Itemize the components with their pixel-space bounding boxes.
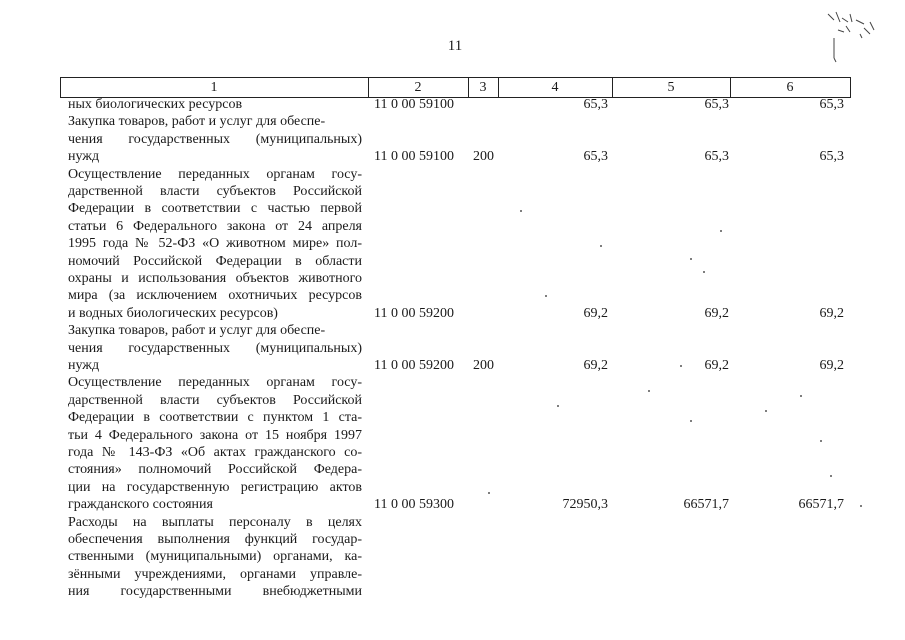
description-line: ния государственными внебюджетными xyxy=(68,584,362,600)
column-number-3: 3 xyxy=(479,80,487,95)
description-line: номочий Российской Федерации в области xyxy=(68,253,362,269)
description-line: Закупка товаров, работ и услуг для обеспе- xyxy=(68,114,326,130)
budget-code: 11 0 00 59100 xyxy=(374,97,454,112)
description-line: чения государственных (муниципальных) xyxy=(68,340,362,356)
column-number-5: 5 xyxy=(667,80,675,95)
budget-code: 11 0 00 59200 xyxy=(374,358,454,373)
budget-code: 11 0 00 59100 xyxy=(374,149,454,165)
amount-col-5: 69,2 xyxy=(704,305,729,321)
scan-speck xyxy=(648,390,650,392)
description-line: Осуществление переданных органам госу- xyxy=(68,375,362,391)
description-line: 1995 года № 52-ФЗ «О животном мире» пол- xyxy=(68,236,362,252)
expense-type: 200 xyxy=(473,358,494,373)
description-line: статьи 6 Федерального закона от 24 апреля xyxy=(68,218,362,234)
scan-speck xyxy=(557,405,559,407)
description-line: тьи 4 Федерального закона от 15 ноября 1997 xyxy=(68,427,362,443)
row-description xyxy=(68,96,362,113)
description-line: Федерации в соответствии с пунктом 1 ста- xyxy=(68,410,362,426)
description-line: ственными (муниципальными) органами, ка- xyxy=(68,549,362,565)
scan-speck xyxy=(800,395,802,397)
page-number: 11 xyxy=(447,38,463,54)
budget-code: 11 0 00 59200 xyxy=(374,305,454,321)
amount-col-4: 65,3 xyxy=(583,149,608,165)
description-line: и водных биологических ресурсов) xyxy=(68,305,278,321)
description-line: охраны и использования объектов животного xyxy=(68,270,362,286)
description-line: дарственной власти субъектов Российской xyxy=(68,183,362,199)
description-line: Закупка товаров, работ и услуг для обеспе- xyxy=(68,323,326,339)
amount-col-6: 69,2 xyxy=(819,358,844,373)
column-number-2: 2 xyxy=(414,80,422,95)
description-line: дарственной власти субъектов Российской xyxy=(68,392,362,408)
budget-code: 11 0 00 59300 xyxy=(374,497,454,513)
row-description xyxy=(68,166,362,323)
amount-col-6: 66571,7 xyxy=(798,497,844,513)
amount-col-5: 69,2 xyxy=(704,358,729,373)
scan-speck xyxy=(600,245,602,247)
amount-col-4: 69,2 xyxy=(583,358,608,373)
scan-speck xyxy=(720,230,722,232)
scan-speck xyxy=(680,365,682,367)
amount-col-6: 65,3 xyxy=(819,97,844,112)
description-line: мира (за исключением охотничьих ресурсов xyxy=(68,288,362,304)
scan-speck xyxy=(830,475,832,477)
scan-speck xyxy=(703,271,705,273)
amount-col-4: 69,2 xyxy=(583,305,608,321)
description-line: зёнными учреждениями, органами управле- xyxy=(68,566,362,582)
scan-speck xyxy=(765,410,767,412)
column-number-4: 4 xyxy=(551,80,559,95)
amount-col-6: 69,2 xyxy=(819,305,844,321)
description-line: Расходы на выплаты персоналу в целях xyxy=(68,514,362,530)
amount-col-5: 66571,7 xyxy=(683,497,729,513)
amount-col-4: 72950,3 xyxy=(562,497,608,513)
description-line: стояния» полномочий Российской Федера- xyxy=(68,462,362,478)
amount-col-5: 65,3 xyxy=(704,97,729,112)
description-line: обеспечения выполнения функций государ- xyxy=(68,531,362,547)
description-line: нужд xyxy=(68,149,100,165)
scan-speck xyxy=(860,505,862,507)
description-line: ных биологических ресурсов xyxy=(68,97,243,112)
scan-speck xyxy=(545,295,547,297)
row-description xyxy=(68,374,362,513)
row-description xyxy=(68,514,362,601)
scan-speck xyxy=(488,492,490,494)
description-line: Осуществление переданных органам госу- xyxy=(68,166,362,182)
expense-type: 200 xyxy=(473,149,494,165)
scan-speck xyxy=(690,420,692,422)
description-line: года № 143-ФЗ «Об актах гражданского со- xyxy=(68,444,362,460)
scan-speck xyxy=(690,258,692,260)
amount-col-4: 65,3 xyxy=(583,97,608,112)
column-number-1: 1 xyxy=(210,80,218,95)
description-line: гражданского состояния xyxy=(68,497,213,513)
row-description xyxy=(68,113,362,165)
scan-speck xyxy=(520,210,522,212)
column-number-6: 6 xyxy=(786,80,794,95)
amount-col-6: 65,3 xyxy=(819,149,844,165)
amount-col-5: 65,3 xyxy=(704,149,729,165)
description-line: чения государственных (муниципальных) xyxy=(68,131,362,147)
description-line: Федерации в соответствии с частью первой xyxy=(68,201,362,217)
scan-marks xyxy=(820,8,900,68)
description-line: ции на государственную регистрацию актов xyxy=(68,479,362,495)
header-column-divider xyxy=(850,77,851,98)
description-line: нужд xyxy=(68,357,100,373)
row-description xyxy=(68,322,362,374)
scan-speck xyxy=(820,440,822,442)
